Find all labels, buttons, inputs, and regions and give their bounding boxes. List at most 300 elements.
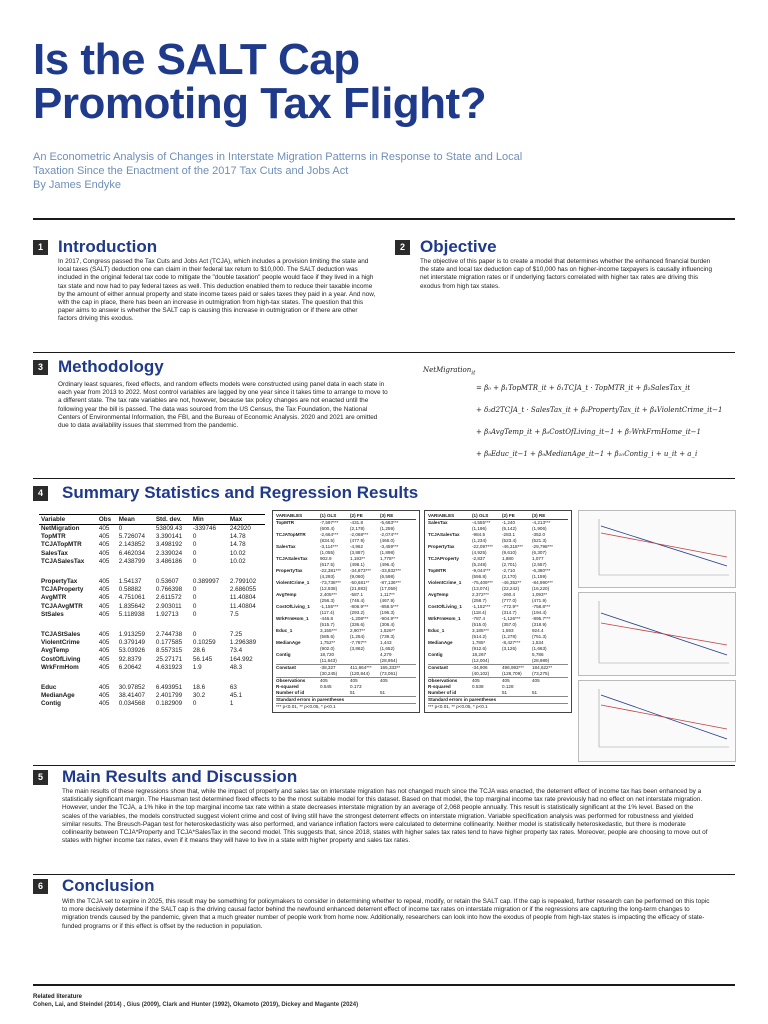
- table-cell: 405: [98, 549, 110, 557]
- regression-cell: -22,381***: [320, 568, 341, 573]
- regression-cell: (1,234): [472, 538, 487, 543]
- regression-cell: WrkFrmHom_1: [428, 616, 461, 621]
- regression-cell: 411,664***: [350, 665, 372, 670]
- regression-cell: -2,837: [472, 556, 486, 561]
- table-row: [39, 541, 265, 549]
- regression-cell: (498.1): [350, 562, 365, 567]
- regression-cell: (751.3): [532, 634, 547, 639]
- table-cell: 405: [98, 578, 110, 586]
- regression-cell: TopMTR: [428, 568, 447, 573]
- table-cell: CostOfLiving: [41, 655, 81, 663]
- table-cell: 2.686055: [229, 586, 257, 594]
- table-cell: 10.02: [229, 557, 246, 565]
- regression-cell: -1,155***: [320, 604, 339, 609]
- regression-row: [428, 677, 568, 684]
- regression-cell: 1,093**: [532, 592, 548, 597]
- regression-cell: (318.9): [532, 622, 547, 627]
- regression-cell: -984.5: [472, 532, 486, 537]
- table-cell: 405: [98, 639, 110, 647]
- footer-divider: [33, 984, 735, 986]
- table-cell: TCJAProperty: [41, 586, 84, 594]
- table-cell: ViolentCrime: [41, 639, 80, 647]
- table-cell: 0.379149: [118, 639, 146, 647]
- regression-cell: 0.538: [472, 684, 484, 689]
- table-cell: PropertyTax: [41, 578, 78, 586]
- regression-cell: -22,097***: [472, 544, 493, 549]
- table-row: [39, 655, 265, 663]
- table-cell: 53809.43: [155, 525, 183, 533]
- table-cell: 405: [98, 692, 110, 700]
- regression-cell: 1,443: [380, 640, 392, 645]
- scatter-plot-1: [578, 510, 736, 588]
- regression-cell: (194.4): [532, 610, 547, 615]
- methodology-text: Ordinary least squares, fixed effects, and random effects models were constructed using panel data in each state in each year from 2013 to 2022. Most control variables are lagged by one year since it takes time to arrange to move to a different state. The tax rate variables are not, however, because tax policy changes are not enacted until the following year the bill is passed. The data was sourced from the US Census, the Tax Foundation, the National Centers of Environmental Information, the FBI, and the Bureau of Economic Analysis. 2020 and 2021 are omitted due to data availability issues that stemmed from the pandemic.: [58, 381, 388, 430]
- table-row: [39, 692, 265, 700]
- regression-table-2: [424, 510, 572, 713]
- table-cell: StSales: [41, 610, 64, 618]
- regression-note: Standard errors in parentheses: [428, 696, 568, 703]
- regression-cell: (1,652): [380, 646, 395, 651]
- regression-cell: (13,074): [472, 586, 490, 591]
- regression-cell: [350, 658, 380, 664]
- regression-cell: 405: [350, 678, 358, 683]
- table-cell: 405: [98, 683, 110, 691]
- regression-cell: 0.173: [350, 684, 362, 689]
- section-number-summary: 4: [33, 486, 48, 501]
- regression-header-cell: (1) OLS: [320, 513, 337, 518]
- table-cell: 0.58882: [118, 586, 142, 594]
- table-row: [39, 594, 265, 602]
- regression-cell: (5,248): [472, 562, 487, 567]
- table-cell: 63: [229, 683, 237, 691]
- regression-cell: ViolentCrime_1: [276, 580, 310, 585]
- table-cell: 14.78: [229, 541, 246, 549]
- regression-cell: PropertyTax: [276, 568, 303, 573]
- section-title-results: Main Results and Discussion: [62, 767, 298, 786]
- regression-cell: Constant: [276, 665, 296, 670]
- group-spacer: [39, 671, 265, 683]
- regression-cell: (12,938): [320, 586, 338, 591]
- table-cell: 48.3: [229, 663, 243, 671]
- regression-cell: SalesTax: [276, 544, 296, 549]
- table-cell: TCJATopMTR: [41, 541, 82, 549]
- regression-cell: [502, 658, 532, 664]
- table-cell: 56.145: [192, 655, 213, 663]
- regression-cell: (336.6): [350, 622, 365, 627]
- table-cell: 2.438799: [118, 557, 146, 565]
- regression-cell: 902.9: [320, 556, 332, 561]
- table-cell: 30.97852: [118, 683, 146, 691]
- table-row: [39, 700, 265, 708]
- regression-cell: (73,061): [380, 671, 398, 676]
- regression-cell: (556.8): [472, 574, 487, 579]
- table-cell: Contig: [41, 700, 61, 708]
- regression-cell: (514.2): [472, 634, 487, 639]
- table-cell: 53.03926: [118, 647, 146, 655]
- table-cell: 38.41407: [118, 692, 146, 700]
- regression-cell: (523.4): [502, 538, 517, 543]
- table-cell: 2.143852: [118, 541, 146, 549]
- regression-cell: (6,307): [532, 550, 547, 555]
- section-number-objective: 2: [395, 240, 410, 255]
- table-cell: 405: [98, 630, 110, 638]
- regression-cell: -2,074***: [380, 532, 399, 537]
- regression-cell: (600.4): [320, 526, 335, 531]
- regression-cell: -4,555***: [472, 520, 491, 525]
- group-spacer: [39, 618, 265, 630]
- significance-legend: *** p<0.01, ** p<0.05, * p<0.1: [428, 703, 568, 710]
- regression-cell: 405: [320, 678, 328, 683]
- table-cell: 92.8379: [118, 655, 142, 663]
- table-cell: 0.389997: [192, 578, 220, 586]
- poster-subtitle: [33, 150, 553, 192]
- regression-cell: -283.1: [502, 532, 516, 537]
- regression-table-1: [272, 510, 420, 713]
- table-cell: 28.6: [192, 647, 206, 655]
- table-cell: 405: [98, 533, 110, 541]
- regression-cell: Educ_1: [428, 628, 445, 633]
- regression-cell: 5,786: [532, 652, 544, 657]
- regression-cell: [428, 671, 472, 677]
- regression-cell: Contig: [428, 652, 443, 657]
- table-cell: 25.27171: [155, 655, 183, 663]
- regression-cell: -34,873***: [350, 568, 371, 573]
- regression-cell: -260.4: [502, 592, 516, 597]
- divider-4: [33, 874, 735, 875]
- regression-cell: (739.3): [380, 634, 395, 639]
- references-heading: Related literature: [33, 994, 83, 1000]
- table-cell: 0.766398: [155, 586, 183, 594]
- regression-cell: (1,254): [350, 634, 365, 639]
- regression-cell: 1,593: [502, 628, 514, 633]
- table-cell: 11.40804: [229, 594, 256, 602]
- regression-cell: -46,352**: [502, 580, 522, 585]
- regression-cell: (746.4): [350, 598, 365, 603]
- table-cell: 0: [192, 557, 197, 565]
- table-cell: 1.296389: [229, 639, 257, 647]
- regression-cell: -352.0: [532, 532, 546, 537]
- regression-cell: Observations: [428, 678, 458, 683]
- divider-3: [33, 765, 735, 766]
- table-cell: 3.486186: [155, 557, 183, 565]
- table-cell: 0.177585: [155, 639, 183, 647]
- regression-cell: 4,279: [380, 652, 392, 657]
- table-cell: 18.6: [192, 683, 206, 691]
- regression-cell: -3,114***: [320, 544, 339, 549]
- section-number-methodology: 3: [33, 360, 48, 375]
- table-cell: 2.401799: [155, 692, 183, 700]
- regression-cell: -8,427***: [502, 640, 521, 645]
- table-row: [39, 602, 265, 610]
- regression-cell: (4,293): [320, 574, 335, 579]
- regression-header-cell: (2) FE: [502, 513, 515, 518]
- regression-cell: (128,709): [502, 671, 522, 676]
- regression-cell: (30,245): [320, 671, 338, 676]
- table-cell: -339746: [192, 525, 216, 533]
- table-cell: 405: [98, 602, 110, 610]
- regression-cell: (515.0): [472, 622, 487, 627]
- objective-text: The objective of this paper is to create a model that determines whether the enhanced financial burden the state and local tax deduction cap of $10,000 has on higher-income taxpayers is causally influencing net interstate migration rates or if underlying factors correlated with higher tax rates are driving this exodus from high tax states.: [420, 258, 713, 290]
- regression-cell: 1,752**: [320, 640, 336, 645]
- table-cell: 405: [98, 557, 110, 565]
- table-row: [39, 647, 265, 655]
- regression-cell: MedianAge: [428, 640, 453, 645]
- regression-cell: -38,327: [320, 665, 336, 670]
- col-obs: Obs: [97, 515, 117, 525]
- regression-cell: -73,738***: [320, 580, 341, 585]
- table-cell: 4.631923: [155, 663, 183, 671]
- regression-cell: TCJASalesTax: [428, 532, 460, 537]
- regression-cell: ViolentCrime_1: [428, 580, 462, 585]
- regression-cell: (306.4): [380, 622, 395, 627]
- table-cell: WrkFrmHom: [41, 663, 79, 671]
- table-cell: 0.53607: [155, 578, 179, 586]
- regression-cell: 0.128: [502, 684, 514, 689]
- regression-cell: (4,925): [472, 550, 487, 555]
- equation-line4: + β₈Educ_it−1 + β₉MedianAge_it−1 + β₁₀Contig_i + u_it + a_i: [476, 450, 698, 458]
- regression-cell: (12,004): [472, 658, 490, 663]
- regression-cell: [276, 671, 320, 677]
- table-row: [39, 630, 265, 638]
- regression-cell: TCJASalesTax: [276, 556, 308, 561]
- regression-cell: (477.9): [350, 538, 365, 543]
- table-cell: 11.40804: [229, 602, 256, 610]
- table-cell: 1.54137: [118, 578, 142, 586]
- regression-cell: -758.8***: [532, 604, 551, 609]
- regression-row: [276, 690, 416, 696]
- regression-row: [428, 690, 568, 696]
- regression-header-cell: VARIABLES: [276, 513, 303, 518]
- regression-row: [276, 671, 416, 677]
- header-divider: [33, 218, 735, 220]
- regression-cell: PropertyTax: [428, 544, 455, 549]
- table-cell: 7.5: [229, 610, 239, 618]
- table-cell: 14.78: [229, 533, 246, 541]
- table-cell: 3.498192: [155, 541, 183, 549]
- regression-cell: [276, 658, 320, 664]
- regression-cell: (40,102): [472, 671, 490, 676]
- table-cell: 405: [98, 541, 110, 549]
- table-cell: 2.799102: [229, 578, 257, 586]
- regression-cell: R-squared: [276, 684, 299, 689]
- regression-cell: 2,405***: [320, 592, 337, 597]
- regression-cell: (357.0): [502, 622, 517, 627]
- regression-cell: (256.3): [320, 598, 335, 603]
- regression-cell: R-squared: [428, 684, 451, 689]
- table-cell: 0: [192, 630, 197, 638]
- regression-cell: (117.4): [320, 610, 335, 615]
- table-cell: 0.034568: [118, 700, 146, 708]
- table-cell: 5.726074: [118, 533, 146, 541]
- table-cell: 0: [192, 549, 197, 557]
- regression-cell: -4,962: [350, 544, 364, 549]
- regression-cell: 1,785*: [472, 640, 486, 645]
- regression-cell: (1,906): [532, 526, 547, 531]
- poster-title-line1: Is the SALT Cap: [33, 35, 360, 84]
- regression-note: Standard errors in parentheses: [276, 696, 416, 703]
- regression-header-cell: (3) RE: [532, 513, 546, 518]
- significance-legend: *** p<0.01, ** p<0.05, * p<0.1: [276, 703, 416, 710]
- regression-cell: 18,720: [320, 652, 335, 657]
- table-row: [39, 586, 265, 594]
- col-variable: Variable: [39, 515, 97, 525]
- table-cell: 2.339024: [155, 549, 183, 557]
- section-title-summary: Summary Statistics and Regression Results: [62, 483, 419, 502]
- regression-cell: 165,333**: [380, 665, 401, 670]
- regression-cell: -1,208***: [350, 616, 369, 621]
- table-cell: 10.02: [229, 549, 246, 557]
- regression-row: [276, 658, 416, 664]
- regression-cell: (1,259): [380, 526, 395, 531]
- equation-lhs: NetMigration$_{it}$: [423, 366, 476, 377]
- regression-cell: -75,409***: [472, 580, 493, 585]
- regression-cell: (912.6): [472, 646, 487, 651]
- regression-cell: (466.0): [380, 538, 395, 543]
- regression-cell: -446.8: [320, 616, 334, 621]
- regression-cell: (834.5): [320, 538, 335, 543]
- regression-cell: (120,844): [350, 671, 370, 676]
- regression-cell: Number of id: [428, 690, 457, 695]
- regression-cell: [428, 658, 472, 664]
- scatter-plot-2: [578, 592, 736, 676]
- regression-cell: 51: [502, 690, 508, 695]
- regression-cell: -858.5***: [380, 604, 399, 609]
- regression-cell: (1,159): [532, 574, 547, 579]
- author: By James Endyke: [33, 179, 122, 191]
- table-cell: 0: [118, 525, 123, 533]
- table-row: [39, 683, 265, 691]
- table-cell: 1.92713: [155, 610, 179, 618]
- regression-cell: (1,196): [472, 526, 487, 531]
- regression-cell: 496,993***: [502, 665, 524, 670]
- regression-cell: Number of id: [276, 690, 305, 695]
- table-cell: 1.9: [192, 663, 202, 671]
- table-cell: 405: [98, 594, 110, 602]
- table-cell: TopMTR: [41, 533, 66, 541]
- regression-cell: (521.3): [532, 538, 547, 543]
- regression-cell: -1,152***: [472, 604, 491, 609]
- table-cell: 6.462034: [118, 549, 146, 557]
- table-cell: 4.751061: [118, 594, 146, 602]
- divider-1: [33, 352, 735, 353]
- table-cell: AvgTemp: [41, 647, 69, 655]
- regression-cell: SalesTax: [428, 520, 448, 525]
- regression-cell: 3,155***: [320, 628, 337, 633]
- table-row: [39, 663, 265, 671]
- table-cell: 405: [98, 610, 110, 618]
- regression-cell: (28,989): [532, 658, 550, 663]
- table-cell: 405: [98, 647, 110, 655]
- regression-cell: -87,136***: [380, 580, 401, 585]
- regression-cell: TCJATopMTR: [276, 532, 306, 537]
- regression-cell: (21,883): [350, 586, 368, 591]
- table-row: [39, 525, 265, 533]
- table-cell: 0: [192, 533, 197, 541]
- regression-cell: (515.7): [320, 622, 335, 627]
- table-cell: 6.493951: [155, 683, 183, 691]
- regression-cell: (17,059): [380, 586, 398, 591]
- table-cell: 7.25: [229, 630, 243, 638]
- poster-title: [33, 35, 593, 128]
- regression-cell: (1,898): [380, 550, 395, 555]
- table-cell: TCJASalesTax: [41, 557, 85, 565]
- regression-cell: (28,954): [380, 658, 398, 663]
- table-cell: 3.390141: [155, 533, 183, 541]
- regression-header-row: [428, 513, 568, 520]
- regression-cell: 184,622**: [532, 665, 553, 670]
- regression-cell: Contig: [276, 652, 291, 657]
- regression-cell: 405: [502, 678, 510, 683]
- table-cell: 2.903011: [155, 602, 182, 610]
- regression-cell: -787.4: [472, 616, 486, 621]
- regression-header-cell: (2) FE: [350, 513, 363, 518]
- regression-cell: (3,126): [502, 646, 517, 651]
- regression-cell: 405: [472, 678, 480, 683]
- scatter-plot-3: [578, 680, 736, 762]
- regression-cell: -904.9***: [380, 616, 399, 621]
- regression-cell: 1,117**: [380, 592, 395, 597]
- results-text: The main results of these regressions show that, while the impact of property and sales tax on interstate migration has not changed much since the TCJA was enacted, the deterrent effect of income tax has been enhanced by a statistically significant margin. The Hausman test determined fixed effects to be the most suitable model for this dataset. Based on that model, the top marginal income tax rate previously had no effect on net interstate migration. However, under the TCJA, a 1% hike in the top marginal income tax rate within a state decreases interstate migration by an average of 2,068 people annually. This result is statistically significant at the 1% level. Based on the scales of the variables, the models constructed suggest violent crime and cost of living still have the strongest deterrent effects on interstate migration. Variable specification analysis was performed for robustness and yielded similar results. The Breusch-Pagan test for heteroskedasticity was also performed, and variance inflation factors were calculated to determine collinearity. Neither model is statistically heteroskedastic, but there is moderate collinearity between TCJA*Property and TCJA*SalesTax in the second model. This suggests that, since 2018, states with higher sales tax rates tend to have higher property tax rates. Moreover, people are choosing to move out of states with higher income tax rates, even if it means they will have to live in a state with higher property and sales tax rates.: [62, 788, 708, 845]
- regression-cell: -2,710: [502, 568, 516, 573]
- table-cell: 1.913259: [118, 630, 146, 638]
- table-cell: 1: [229, 700, 234, 708]
- group-spacer: [39, 565, 265, 577]
- regression-cell: (2,178): [350, 526, 365, 531]
- table-cell: TCJAStSales: [41, 630, 81, 638]
- table-cell: 0.10259: [192, 639, 216, 647]
- regression-cell: -2,664***: [320, 532, 339, 537]
- regression-cell: (2,170): [502, 574, 517, 579]
- table-cell: 242920: [229, 525, 251, 533]
- regression-cell: 1,193**: [350, 556, 366, 561]
- regression-cell: MedianAge: [276, 640, 301, 645]
- regression-cell: [472, 690, 502, 696]
- regression-cell: -6,380***: [532, 568, 551, 573]
- regression-header-cell: (1) OLS: [472, 513, 489, 518]
- regression-cell: -772.9**: [502, 604, 519, 609]
- regression-cell: TCJAProperty: [428, 556, 459, 561]
- regression-cell: (314.7): [502, 610, 517, 615]
- regression-cell: -4,213***: [532, 520, 551, 525]
- regression-cell: (3,887): [350, 550, 365, 555]
- section-number-conclusion: 6: [33, 879, 48, 894]
- regression-cell: -7,787**: [350, 640, 367, 645]
- regression-row: [428, 664, 568, 671]
- equation-line1: = β₀ + β₁TopMTR_it + δ₁TCJA_t · TopMTR_it + β₂SalesTax_it: [476, 384, 691, 392]
- regression-cell: 1,778**: [380, 556, 396, 561]
- regression-cell: (196.3): [380, 610, 395, 615]
- table-cell: 405: [98, 663, 110, 671]
- equation-line3: + β₅AvgTemp_it + β₆CostOfLiving_it−1 + β₇WrkFrmHome_it−1: [476, 428, 701, 436]
- regression-cell: (293.2): [350, 610, 365, 615]
- regression-cell: Educ_1: [276, 628, 293, 633]
- conclusion-text: With the TCJA set to expire in 2025, this result may be something for policymakers to consider in determining whether to repeal, modify, or retain the SALT cap. If the cap is repealed, further research can be performed on this topic to more decisively determine if the SALT cap is the driving causal factor behind the newfound enhanced deterrent effect of income tax rates on interstate migration or if the regressions are capturing the long-term changes to migration trends caused by the pandemic, given that a much greater number of people work from home now. Additionally, researchers can look into how the exodus of people from high-tax states is impacting the efficacy of state-funded programs or if this effect is offset by the reduction in population.: [62, 898, 710, 930]
- references-list: Cohen, Lai, and Steindel (2014) , Gius (2009), Clark and Hunter (1992), Okamoto (2019), Dickey and Magante (2024): [33, 1002, 359, 1008]
- regression-cell: (585.6): [320, 634, 335, 639]
- poster-title-line2: Promoting Tax Flight?: [33, 79, 487, 128]
- table-cell: 405: [98, 655, 110, 663]
- table-cell: 5.118938: [118, 610, 145, 618]
- regression-cell: -7,597***: [320, 520, 339, 525]
- table-row: [39, 557, 265, 565]
- regression-cell: (118.4): [472, 610, 487, 615]
- regression-cell: (258.7): [472, 598, 487, 603]
- regression-cell: (16,220): [532, 586, 550, 591]
- regression-row: [428, 658, 568, 664]
- table-cell: 0: [192, 602, 197, 610]
- regression-cell: (617.5): [320, 562, 335, 567]
- table-cell: 405: [98, 700, 110, 708]
